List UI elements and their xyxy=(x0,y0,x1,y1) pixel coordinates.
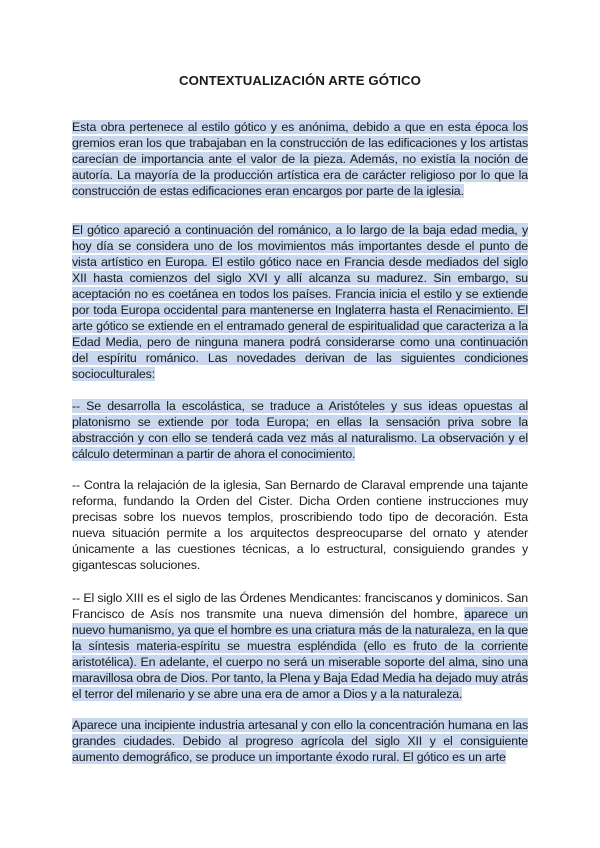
plain-text: -- Contra la relajación de la iglesia, San Bernardo de Claraval emprende una tajante reforma, fundando la Orden del Cister. Dicha Orden contiene instrucciones muy precisas sobre los nuevos templos, proscribiendo todo tipo de decoración. Esta nueva situación permite a los arquitectos despreocuparse del ornato y atender únicamente a las cuestiones técnicas, a lo estructural, consiguiendo grandes y gigantescas soluciones. xyxy=(72,478,528,572)
highlighted-text: Aparece una incipiente industria artesanal y con ello la concentración humana en las grandes ciudades. Debido al progreso agrícola del siglo XII y el consiguiente aumento demográfico, se produce un importante éxodo rural. El gótico es un arte xyxy=(72,718,528,764)
paragraph-anonymous-work xyxy=(72,119,528,199)
highlighted-text: Esta obra pertenece al estilo gótico y es anónima, debido a que en esta época los gremios eran los que trabajaban en la construcción de las edificaciones y los artistas carecían de importancia ante el valor de la pieza. Además, no existía la noción de autoría. La mayoría de la producción artística era de carácter religioso por lo que la construcción de estas edificaciones eran encargos por parte de la iglesia. xyxy=(72,120,528,198)
document-title: CONTEXTUALIZACIÓN ARTE GÓTICO xyxy=(179,73,421,88)
paragraph-gothic-origins xyxy=(72,222,528,382)
paragraph-urban-growth xyxy=(72,717,528,765)
highlighted-text: -- Se desarrolla la escolástica, se traduce a Aristóteles y sus ideas opuestas al platonismo se extiende por toda Europa; en ellas la sensación priva sobre la abstracción y con ello se tenderá cada vez más al naturalismo. La observación y el cálculo determinan a partir de ahora el conocimiento. xyxy=(72,399,528,461)
plain-text: -- El siglo XIII es el siglo de las Órdenes Mendicantes: franciscanos y dominicos. San Francisco de Asís nos transmite una nueva dimensión del hombre, xyxy=(72,591,528,621)
highlighted-text: aparece un nuevo humanismo, ya que el hombre es una criatura más de la naturaleza, en la que la síntesis materia-espíritu se muestra espléndida (ello es fruto de la corriente aristotélica). En adelante, el cuerpo no será un miserable soporte del alma, sino una maravillosa obra de Dios. Por tanto, la Plena y Baja Edad Media ha dejado muy atrás el terror del milenario y se abre una era de amor a Dios y a la naturaleza. xyxy=(72,607,528,701)
paragraph-mendicant-orders xyxy=(72,590,528,702)
paragraph-scholasticism xyxy=(72,398,528,462)
paragraph-cistercian-reform xyxy=(72,477,528,573)
highlighted-text: El gótico apareció a continuación del románico, a lo largo de la baja edad media, y hoy día se considera uno de los movimientos más importantes desde el punto de vista artístico en Europa. El estilo gótico nace en Francia desde mediados del siglo XII hasta comienzos del siglo XVI y allí alcanza su madurez. Sin embargo, su aceptación no es coetánea en todos los países. Francia inicia el estilo y se extiende por toda Europa occidental para mantenerse en Inglaterra hasta el Renacimiento. El arte gótico se extiende en el entramado general de espiritualidad que caracteriza a la Edad Media, pero de ninguna manera podrá considerarse como una continuación del espíritu románico. Las novedades derivan de las siguientes condiciones socioculturales: xyxy=(72,223,528,381)
